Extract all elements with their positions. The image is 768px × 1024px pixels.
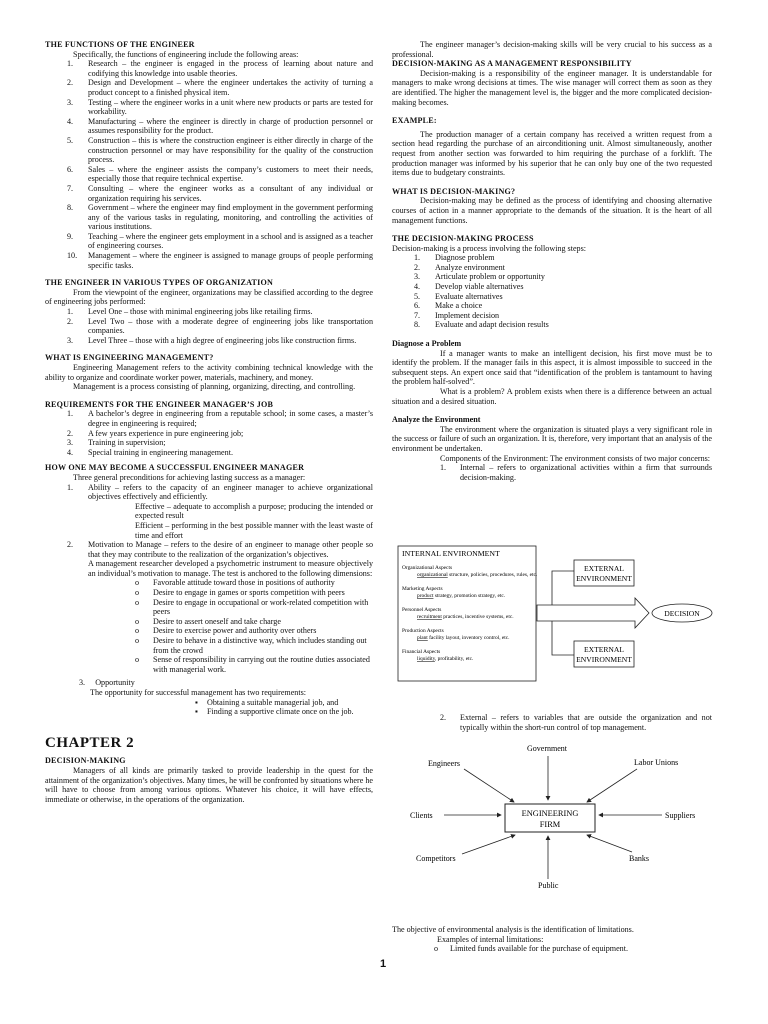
requirements-heading: REQUIREMENTS FOR THE ENGINEER MANAGER’S JOB — [45, 399, 274, 409]
chapter-title: CHAPTER 2 — [45, 734, 135, 751]
list-item — [392, 311, 712, 321]
external-top-line-2: ENVIRONMENT — [576, 574, 632, 583]
list-number: 2. — [414, 262, 421, 272]
list-item — [45, 98, 373, 117]
env-group-detail: plant facility layout, inventory control, etc. — [417, 635, 510, 641]
list-number: 8. — [414, 320, 421, 330]
bullet-icon: o — [135, 636, 140, 646]
list-text: Desire to exercise power and authority over others — [153, 626, 317, 636]
internal-list — [392, 463, 712, 482]
bottom-connector — [552, 621, 574, 655]
types-intro: From the viewpoint of the engineer, organizations may be classified according to the degree of engineering jobs performed: — [45, 287, 373, 307]
external-list — [392, 713, 712, 732]
list-text: Make a choice — [435, 301, 483, 311]
list-item — [45, 448, 373, 458]
list-text: Testing – where the engineer works in a unit where new products or parts are tested for workability. — [88, 97, 373, 117]
env-group-detail: product strategy, promotion strategy, etc. — [417, 593, 506, 599]
analyze-paragraph-1: The environment where the organization is situated plays a very significant role in the success or failure of such an organization. It is, therefore, very important that an analysis of the environment be undertaken. — [392, 424, 712, 453]
external-block — [392, 713, 712, 732]
list-item — [45, 117, 373, 136]
list-text: Research – the engineer is engaged in the process of learning about nature and codifying this knowledge into usable theories. — [88, 59, 373, 78]
limitation-item: o Limited funds available for the purchase of equipment. — [434, 944, 629, 954]
list-number: 9. — [67, 231, 74, 241]
top-connector — [552, 571, 574, 605]
list-text: Desire to behave in a distinctive way, which includes standing out from the crowd — [153, 636, 367, 655]
list-item — [45, 698, 373, 708]
list-item — [45, 251, 373, 270]
list-item — [45, 184, 373, 203]
functions-heading: THE FUNCTIONS OF THE ENGINEER — [45, 40, 195, 49]
arrow-labor-unions — [587, 769, 637, 802]
list-text: Construction – this is where the construction engineer is either directly in charge of the construction personnel or may have responsibility for the quality of the construction process. — [88, 135, 373, 165]
list-text: Manufacturing – where the engineer is directly in charge of production personnel or assumes responsibility for the product. — [88, 116, 373, 136]
list-item — [45, 203, 373, 232]
responsibility-heading: DECISION-MAKING AS A MANAGEMENT RESPONSIBILITY — [392, 59, 632, 69]
firm-line-2: FIRM — [539, 820, 561, 829]
list-text: Government – where the engineer may find employment in the government performing any of the various tasks in regulating, monitoring, and controlling the activities of various institutions. — [88, 203, 373, 232]
list-text: Implement decision — [435, 310, 500, 320]
example-paragraph: The production manager of a certain company has received a written request from a section head regarding the purchase of an airconditioning unit. Almost simultaneously, another request from another section was forwarded to him requiring the purchase of a forklift. The production manager was informed by his superior that he can only buy one of the two requested items due to budgetary constraints. — [392, 129, 712, 178]
list-item: 2. Motivation to Manage – refers to the desire of an engineer to manage other people so that they may contribute to the realization of the organization’s objectives. — [67, 540, 373, 559]
bullet-icon: o — [135, 597, 140, 607]
list-number: 3. — [414, 272, 421, 282]
page-number: 1 — [380, 958, 387, 970]
list-item — [392, 282, 712, 292]
list-item: 1. Ability – refers to the capacity of an engineer manager to achieve organizational objectives effectively and efficiently. — [67, 482, 373, 502]
right-column — [392, 40, 712, 482]
decision-making-heading: DECISION-MAKING — [45, 756, 126, 766]
list-number: 7. — [414, 310, 421, 320]
list-item — [392, 253, 712, 263]
functions-intro: Specifically, the functions of engineering include the following areas: — [73, 49, 299, 59]
env-group-heading: Financial Aspects — [402, 649, 441, 655]
list-text: Favorable attitude toward those in positions of authority — [153, 578, 335, 588]
external-text: External – refers to variables that are outside the organization and not typically within the short-run control of top management. — [460, 713, 712, 732]
list-item — [45, 136, 373, 165]
internal-environment-title: INTERNAL ENVIRONMENT — [402, 549, 500, 558]
list-item — [45, 636, 373, 655]
bullet-icon: ▪ — [195, 707, 198, 717]
env-group-heading: Organizational Aspects — [402, 565, 453, 571]
diagnose-paragraph-2: What is a problem? A problem exists when there is a difference between an actual situation and a desired situation. — [392, 387, 712, 406]
list-text: Finding a supportive climate once on the job. — [207, 707, 354, 717]
node-public: Public — [538, 881, 559, 890]
list-number: 2. — [67, 316, 74, 326]
types-heading: THE ENGINEER IN VARIOUS TYPES OF ORGANIZATION — [45, 278, 274, 288]
list-number: 5. — [67, 135, 74, 145]
list-text: Consulting – where the engineer works as a consultant of any individual or organization requiring his services. — [88, 183, 373, 203]
list-item — [45, 336, 373, 346]
bullet-icon: o — [135, 655, 140, 665]
list-text: Evaluate and adapt decision results — [435, 320, 549, 330]
list-text: Desire to engage in occupational or work-related competition with peers — [153, 597, 369, 617]
list-number: 4. — [67, 116, 74, 126]
decision-making-paragraph: Managers of all kinds are primarily tasked to provide leadership in the quest for the attainment of the organization’s objectives. Many times, he will be confronted by situations where he will have to choose from among various options. Whatever his choice, it will have effects, immediate or otherwise, in the operations of the organization. — [45, 765, 373, 804]
list-text: Design and Development – where the engineer undertakes the activity of turning a product concept to a finished physical item. — [88, 78, 373, 97]
internal-text: Internal – refers to organizational activities within a firm that surrounds decision-making. — [460, 463, 712, 482]
process-intro: Decision-making is a process involving the following steps: — [392, 243, 586, 253]
list-text: Develop viable alternatives — [435, 282, 524, 292]
list-text: Desire to assert oneself and take charge — [153, 616, 281, 626]
what-em-heading: WHAT IS ENGINEERING MANAGEMENT? — [45, 353, 214, 363]
list-number: 1. — [67, 307, 74, 317]
env-group-detail: liquidity, profitability, etc. — [417, 656, 474, 662]
arrow-engineers — [464, 769, 514, 802]
node-competitors: Competitors — [416, 854, 456, 863]
list-text: Sales – where the engineer assists the company’s customers to meet their needs, especially those that require technical expertise. — [88, 164, 373, 184]
dimensions-list — [45, 578, 373, 674]
list-number: 6. — [414, 301, 421, 311]
firm-line-1: ENGINEERING — [521, 809, 579, 818]
env-group-heading: Production Aspects — [402, 628, 444, 634]
node-labor-unions: Labor Unions — [634, 758, 679, 767]
decision-label: DECISION — [664, 609, 700, 618]
list-text: Level Two – those with a moderate degree of engineering jobs like transportation companies. — [88, 316, 373, 336]
list-number: 3. — [67, 335, 74, 345]
what-dm-heading: WHAT IS DECISION-MAKING? — [392, 186, 516, 196]
efficient-definition: Efficient – performing in the best possible manner with the least waste of time and effort — [135, 520, 373, 540]
bullet-icon: o — [135, 578, 140, 588]
env-group-heading: Personnel Aspects — [402, 607, 442, 613]
list-item — [45, 438, 373, 448]
list-item — [45, 578, 373, 588]
environment-diagram — [397, 545, 715, 685]
opportunity-intro: The opportunity for successful management has two requirements: — [90, 688, 306, 697]
list-item: 2. External – refers to variables that are outside the organization and not typically within the short-run control of top management. — [440, 713, 712, 732]
list-text: Training in supervision; — [88, 438, 166, 448]
list-text: Obtaining a suitable managerial job, and — [207, 697, 339, 707]
motivation-list — [45, 540, 373, 559]
list-text: Analyze environment — [435, 262, 505, 272]
list-item — [45, 707, 373, 717]
list-item — [45, 588, 373, 598]
list-item — [45, 307, 373, 317]
arrow-banks — [587, 835, 632, 852]
list-text: Special training in engineering management. — [88, 447, 233, 457]
decision-arrow — [537, 598, 649, 628]
node-suppliers: Suppliers — [665, 811, 696, 820]
bullet-icon: o — [135, 626, 140, 636]
list-item — [392, 272, 712, 282]
list-text: Articulate problem or opportunity — [435, 272, 545, 282]
success-intro: Three general preconditions for achieving lasting success as a manager: — [73, 472, 306, 482]
engineering-firm-diagram — [392, 742, 712, 897]
list-item — [45, 317, 373, 336]
what-em-paragraph-1: Engineering Management refers to the activity combining technical knowledge with the ability to organize and coordinate worker power, materials, machinery, and money. — [45, 363, 373, 382]
list-text: Management – where the engineer is assigned to manage groups of people performing specific tasks. — [88, 251, 373, 270]
what-em-paragraph-2: Management is a process consisting of planning, organizing, directing, and controlling. — [73, 382, 356, 392]
ability-text: Ability – refers to the capacity of an engineer manager to achieve organizational objectives effectively and efficiently. — [88, 482, 373, 502]
list-item — [45, 617, 373, 627]
external-top-line-1: EXTERNAL — [583, 564, 625, 573]
env-group-detail: recruitment practices, incentive systems, etc. — [417, 614, 514, 620]
list-number: 7. — [67, 183, 74, 193]
list-number: 1. — [67, 409, 74, 419]
bullet-icon: ▪ — [195, 697, 198, 707]
effective-definition: Effective – adequate to accomplish a purpose; producing the intended or expected result — [135, 501, 373, 521]
list-item — [45, 409, 373, 428]
list-number: 4. — [67, 447, 74, 457]
list-number: 10. — [67, 251, 78, 261]
list-item — [45, 626, 373, 636]
analyze-paragraph-2: Components of the Environment: The environment consists of two major concerns: — [440, 453, 711, 463]
limitations-paragraph: The objective of environmental analysis is the identification of limitations. — [392, 925, 634, 934]
example-heading: EXAMPLE: — [392, 116, 437, 126]
functions-list — [45, 59, 373, 270]
process-heading: THE DECISION-MAKING PROCESS — [392, 234, 534, 244]
list-number: 3. — [67, 438, 74, 448]
analyze-heading: Analyze the Environment — [392, 415, 481, 425]
external-bottom-line-1: EXTERNAL — [583, 645, 625, 654]
list-item — [45, 429, 373, 439]
list-text: Desire to engage in games or sports competition with peers — [153, 588, 345, 598]
env-group-heading: Marketing Aspects — [402, 586, 443, 592]
list-number: 2. — [67, 78, 74, 88]
success-list — [45, 483, 373, 502]
list-item — [392, 263, 712, 273]
types-list — [45, 307, 373, 345]
limitations-block — [392, 925, 712, 954]
node-government: Government — [527, 744, 567, 753]
list-number: 3. — [67, 97, 74, 107]
success-heading: HOW ONE MAY BECOME A SUCCESSFUL ENGINEER MANAGER — [45, 463, 305, 473]
bullet-icon: o — [135, 588, 140, 598]
list-text: Evaluate alternatives — [435, 291, 503, 301]
list-number: 8. — [67, 203, 74, 213]
node-engineers: Engineers — [428, 759, 460, 768]
list-item — [45, 232, 373, 251]
opportunity-list — [45, 698, 373, 717]
top-paragraph: The engineer manager’s decision-making skills will be very crucial to his success as a professional. — [392, 40, 712, 59]
list-item — [392, 320, 712, 330]
list-text: Level Three – those with a high degree of engineering jobs like construction firms. — [88, 335, 357, 345]
motivation-text: Motivation to Manage – refers to the desire of an engineer to manage other people so that they may contribute to the realization of the organization’s objectives. — [88, 540, 373, 559]
list-item — [45, 598, 373, 617]
list-text: A few years experience in pure engineering job; — [88, 428, 244, 438]
bullet-icon: o — [135, 616, 140, 626]
process-steps-list — [392, 253, 712, 330]
env-group-detail: organizational structure, policies, procedures, rules, etc. — [417, 572, 538, 578]
list-number: 5. — [414, 291, 421, 301]
list-item — [392, 292, 712, 302]
list-text: Teaching – where the engineer gets employment in a school and is assigned as a teacher of engineering courses. — [88, 231, 373, 251]
arrow-competitors — [462, 835, 515, 854]
list-item — [45, 165, 373, 184]
list-text: Sense of responsibility in carrying out the routine duties associated with managerial work. — [153, 655, 370, 674]
list-item — [45, 59, 373, 78]
requirements-list — [45, 409, 373, 457]
opportunity-heading: 3. Opportunity — [79, 678, 135, 688]
diagnose-paragraph-1: If a manager wants to make an intelligent decision, his first move must be to identify the problem. If the manager fails in this aspect, it is almost impossible to succeed in the subsequent steps. An expert once said that “identification of the problem is tantamount to having the problem half-solved”. — [392, 348, 712, 387]
node-banks: Banks — [629, 854, 649, 863]
researcher-paragraph: A management researcher developed a psychometric instrument to measure objectively an individual’s motivation to manage. The test is anchored to the following dimensions: — [88, 559, 373, 578]
limitations-examples: Examples of internal limitations: — [437, 934, 544, 944]
node-clients: Clients — [410, 811, 433, 820]
list-item — [45, 78, 373, 97]
list-number: 1. — [414, 253, 421, 263]
list-item: 1. Internal – refers to organizational activities within a firm that surrounds decision-making. — [440, 463, 712, 482]
responsibility-paragraph: Decision-making is a responsibility of the engineer manager. It is understandable for managers to make wrong decisions at times. The wise manager will correct them as soon as they are identified. The higher the management level is, the bigger and the more complicated decision-making becomes. — [392, 68, 712, 107]
list-item — [45, 655, 373, 674]
list-text: Diagnose problem — [435, 253, 495, 263]
list-text: A bachelor’s degree in engineering from a reputable school; in some cases, a master’s degree in engineering is required; — [88, 409, 373, 428]
list-number: 4. — [414, 282, 421, 292]
list-number: 6. — [67, 164, 74, 174]
list-text: Level One – those with minimal engineering jobs like retailing firms. — [88, 307, 313, 317]
what-dm-paragraph: Decision-making may be defined as the process of identifying and choosing alternative courses of action in a manner appropriate to the demands of the situation. It is the heart of all management functions. — [392, 196, 712, 225]
list-number: 2. — [67, 428, 74, 438]
list-number: 1. — [67, 59, 74, 69]
diagnose-heading: Diagnose a Problem — [392, 339, 462, 349]
external-bottom-line-2: ENVIRONMENT — [576, 655, 632, 664]
left-column — [45, 40, 373, 804]
list-item — [392, 301, 712, 311]
